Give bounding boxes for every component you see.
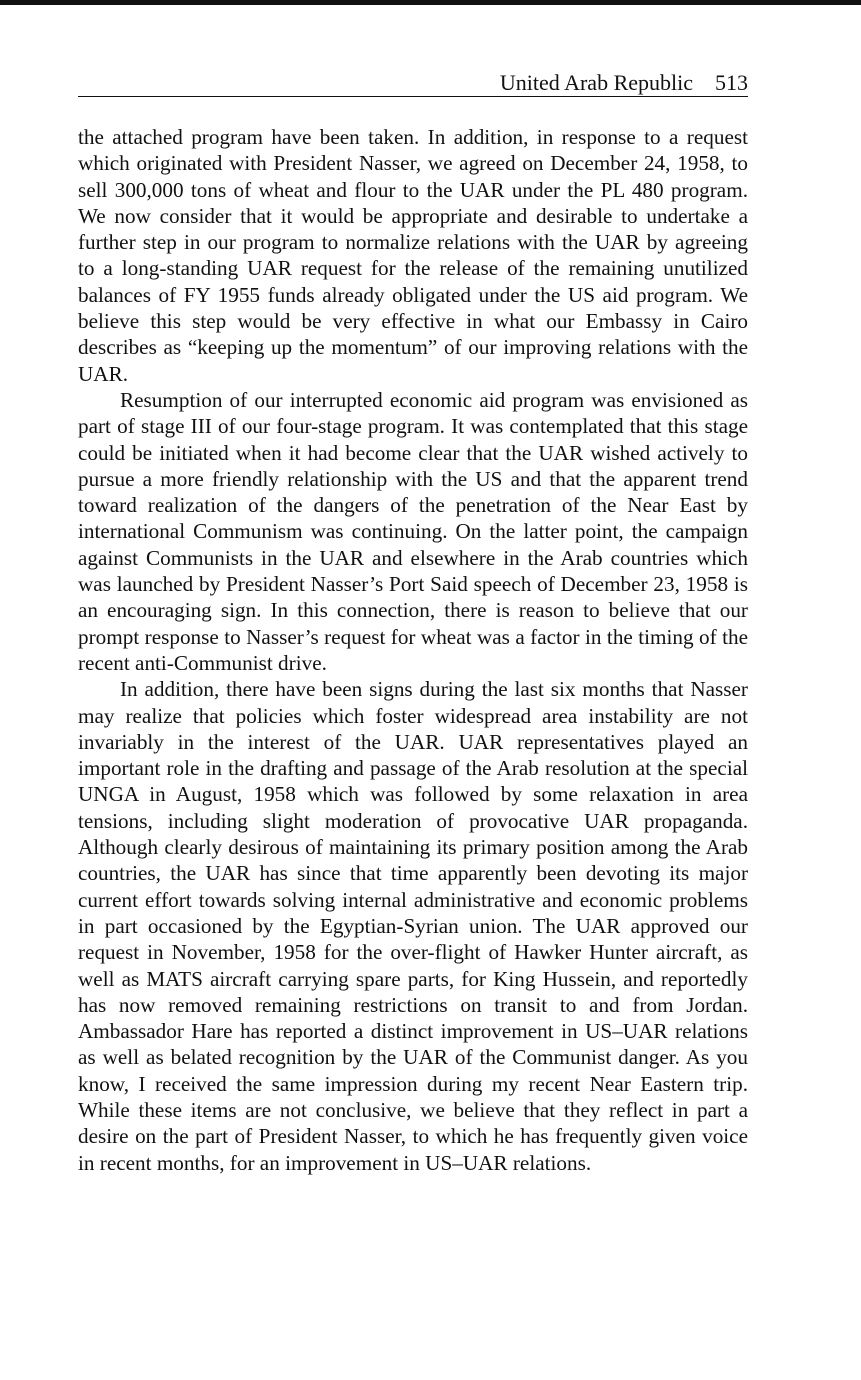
paragraph-3: In addition, there have been signs during the last six months that Nasser may realize that policies which foster widespread area instability are not invariably in the interest of the UAR. UAR representatives played an important role in the drafting and passage of the Arab resolution at the special UNGA in August, 1958 which was followed by some relaxation in area tensions, including slight moderation of provocative UAR propaganda. Although clearly desirous of maintaining its primary position among the Arab countries, the UAR has since that time apparently been devoting its major current effort towards solving internal administrative and economic problems in part occasioned by the Egyptian-Syrian union. The UAR approved our request in November, 1958 for the over-flight of Hawker Hunter aircraft, as well as MATS aircraft carrying spare parts, for King Hussein, and reportedly has now removed remaining restrictions on transit to and from Jordan. Ambassador Hare has reported a distinct improvement in US–UAR relations as well as belated recognition by the UAR of the Communist danger. As you know, I received the same impression during my recent Near Eastern trip. While these items are not conclusive, we believe that they reflect in part a desire on the part of President Nasser, to which he has frequently given voice in recent months, for an improvement in US–UAR relations.: [78, 677, 748, 1175]
page-number: 513: [715, 70, 748, 95]
running-head-title: United Arab Republic: [499, 70, 693, 95]
page-body: [78, 124, 748, 1176]
page-top-border: [0, 0, 861, 5]
paragraph-1: the attached program have been taken. In addition, in response to a request which originated with President Nasser, we agreed on December 24, 1958, to sell 300,000 tons of wheat and flour to the UAR under the PL 480 program. We now consider that it would be appropriate and desirable to undertake a further step in our program to normalize relations with the UAR by agreeing to a long-standing UAR request for the release of the remaining unutilized balances of FY 1955 funds already obligated under the US aid program. We believe this step would be very effective in what our Embassy in Cairo describes as “keeping up the momentum” of our improving relations with the UAR.: [78, 125, 748, 386]
running-head: [78, 68, 748, 97]
paragraph-2: Resumption of our interrupted economic aid program was envisioned as part of stage III of our four-stage program. It was contemplated that this stage could be initiated when it had become clear that the UAR wished actively to pursue a more friendly relationship with the US and that the apparent trend toward realization of the dangers of the penetration of the Near East by international Communism was continuing. On the latter point, the campaign against Communists in the UAR and elsewhere in the Arab countries which was launched by President Nasser’s Port Said speech of December 23, 1958 is an encouraging sign. In this connection, there is reason to believe that our prompt response to Nasser’s request for wheat was a factor in the timing of the recent anti-Communist drive.: [78, 387, 748, 675]
